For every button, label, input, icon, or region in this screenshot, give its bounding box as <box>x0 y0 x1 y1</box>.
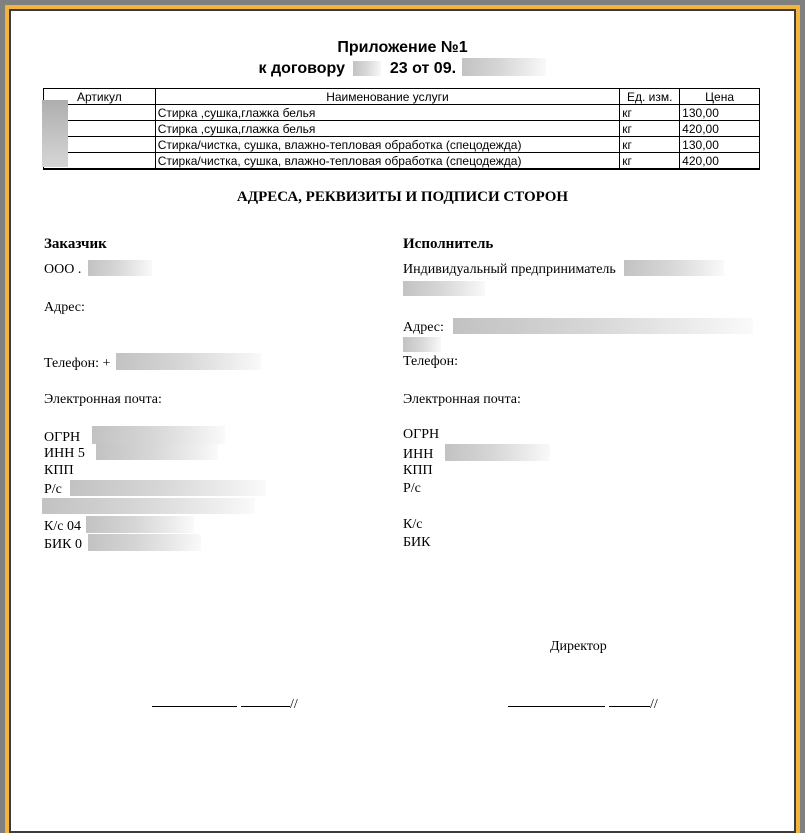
redacted-customer-phone <box>116 353 261 370</box>
signature-underline <box>508 692 605 707</box>
service-name-cell: Стирка ,сушка,глажка белья <box>155 121 620 137</box>
col-header-price: Цена <box>680 89 760 105</box>
price-cell: 130,00 <box>680 137 760 153</box>
unit-cell: кг <box>620 105 680 121</box>
customer-bik-line: БИК 0 <box>44 534 201 553</box>
service-name-cell: Стирка/чистка, сушка, влажно-тепловая обработка (спецодежда) <box>155 153 620 170</box>
customer-heading: Заказчик <box>44 236 107 252</box>
table-row <box>44 105 760 121</box>
signature-slashes: // <box>290 697 298 712</box>
signature-slashes: // <box>650 697 658 712</box>
contractor-address-continuation <box>403 337 441 354</box>
redacted-customer-account-2 <box>42 498 255 514</box>
frame-gold-border <box>5 5 800 833</box>
contractor-phone-line: Телефон: <box>403 354 459 369</box>
unit-cell: кг <box>620 121 680 137</box>
contractor-inn-line: ИНН <box>403 444 550 463</box>
customer-kpp-line: КПП <box>44 463 74 478</box>
customer-org-line: ООО . <box>44 260 152 278</box>
price-cell: 420,00 <box>680 121 760 137</box>
unit-cell: кг <box>620 153 680 170</box>
col-header-unit: Ед. изм. <box>620 89 680 105</box>
col-header-service-name: Наименование услуги <box>155 89 620 105</box>
contractor-heading: Исполнитель <box>403 236 494 252</box>
redacted-contractor-inn <box>445 444 550 461</box>
signature-underline <box>609 692 650 707</box>
table-row <box>44 121 760 137</box>
service-name-cell: Стирка/чистка, сушка, влажно-тепловая обработка (спецодежда) <box>155 137 620 153</box>
redacted-customer-corr-account <box>86 516 194 533</box>
director-label: Директор <box>550 639 607 654</box>
contractor-org-line: Индивидуальный предприниматель <box>403 260 724 278</box>
contractor-bik-line: БИК <box>403 535 431 550</box>
redacted-artikul-column <box>42 100 68 167</box>
contractor-signature-line <box>508 692 658 713</box>
col-header-artikul: Артикул <box>44 89 156 105</box>
customer-signature-line <box>152 692 298 713</box>
contractor-ks-line: К/с <box>403 517 423 532</box>
customer-ks-line: К/с 04 <box>44 516 194 535</box>
table-row <box>44 153 760 170</box>
customer-phone-line: Телефон: + <box>44 353 261 372</box>
redacted-contractor-address-2 <box>403 337 441 352</box>
contractor-name-continuation <box>403 281 485 298</box>
contractor-ogrn-line: ОГРН <box>403 427 440 442</box>
redacted-customer-bik <box>88 534 201 551</box>
customer-account-continuation <box>42 498 255 516</box>
price-cell: 130,00 <box>680 105 760 121</box>
title-line2-prefix: к договору <box>258 60 345 77</box>
section-heading: АДРЕСА, РЕКВИЗИТЫ И ПОДПИСИ СТОРОН <box>236 189 569 205</box>
contractor-email-line: Электронная почта: <box>403 392 521 407</box>
redacted-customer-org-name <box>88 260 152 276</box>
redacted-contractor-name-2 <box>403 281 485 296</box>
contractor-address-line: Адрес: <box>403 318 753 336</box>
signature-underline <box>241 692 290 707</box>
redacted-contract-number <box>353 61 381 76</box>
title-line1: Приложение №1 <box>337 39 468 56</box>
redacted-customer-ogrn <box>92 426 225 444</box>
redacted-customer-account <box>70 480 266 496</box>
document-title <box>11 38 794 79</box>
table-row <box>44 137 760 153</box>
customer-ogrn-line: ОГРН <box>44 426 225 446</box>
document-page <box>9 9 796 833</box>
service-name-cell: Стирка ,сушка,глажка белья <box>155 105 620 121</box>
table-header-row <box>44 89 760 105</box>
redacted-contractor-address <box>453 318 753 334</box>
services-table <box>43 88 760 170</box>
title-line2 <box>11 58 794 79</box>
customer-email-line: Электронная почта: <box>44 392 162 407</box>
customer-address-line: Адрес: <box>44 300 85 315</box>
unit-cell: кг <box>620 137 680 153</box>
redacted-contract-date <box>462 58 546 76</box>
customer-inn-line: ИНН 5 <box>44 444 218 462</box>
signature-underline <box>152 692 237 707</box>
price-cell: 420,00 <box>680 153 760 170</box>
redacted-customer-inn <box>96 444 218 460</box>
customer-rs-line: Р/с <box>44 480 266 498</box>
contractor-kpp-line: КПП <box>403 463 433 478</box>
contractor-rs-line: Р/с <box>403 481 421 496</box>
redacted-contractor-name <box>624 260 724 276</box>
title-line2-mid: 23 от 09. <box>389 60 457 77</box>
